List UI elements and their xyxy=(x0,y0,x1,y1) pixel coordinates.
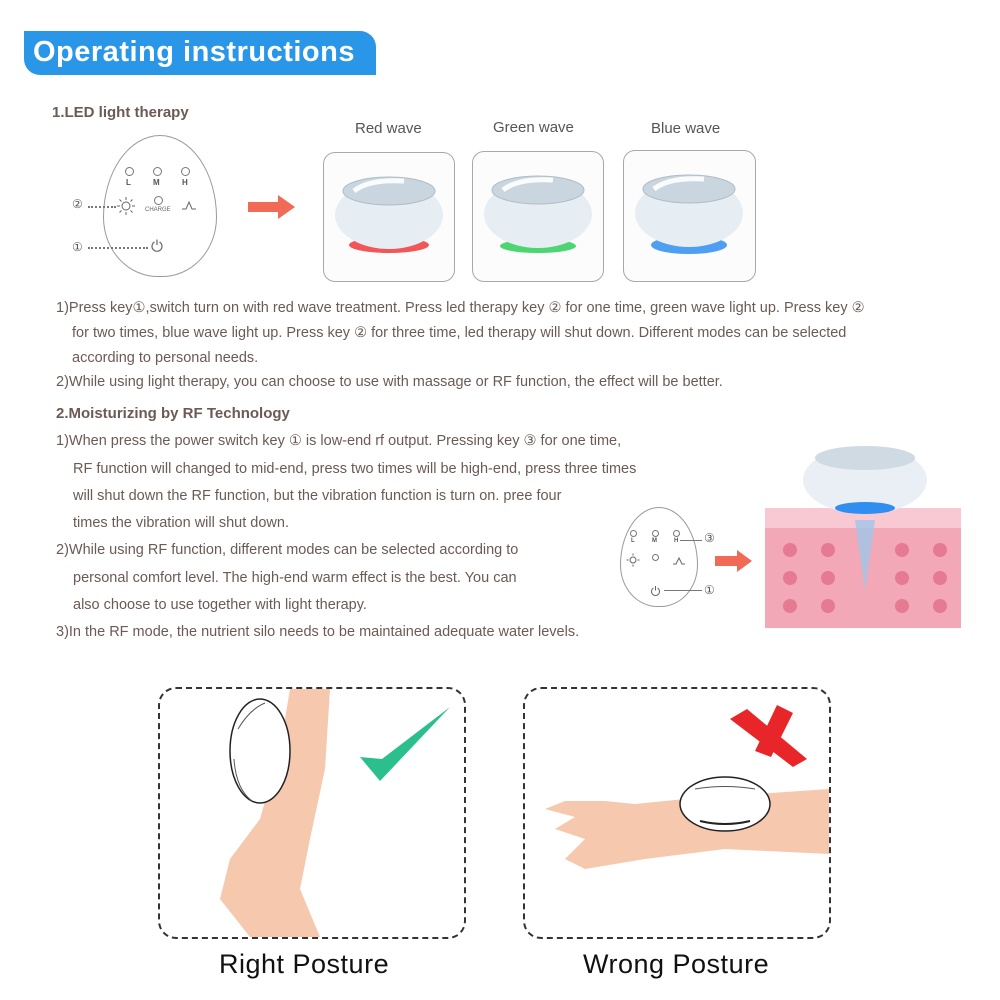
wrong-posture-illustration xyxy=(525,689,829,937)
led-indicator-l xyxy=(125,167,134,176)
arrow-right-icon xyxy=(248,194,296,220)
wave-label-red: Red wave xyxy=(355,120,422,137)
rf-level-label-m: M xyxy=(652,538,657,544)
rf-indicator-l xyxy=(630,530,637,537)
red-wave-frame xyxy=(323,152,455,282)
section2-paragraph-line: also choose to use together with light therapy. xyxy=(73,597,367,613)
rf-charge-indicator xyxy=(652,554,659,561)
key1-marker: ① xyxy=(72,240,83,254)
section1-paragraph-line: 1)Press key①,switch turn on with red wave treatment. Press led therapy key ② for one time, green wave light up. Press key ② xyxy=(56,300,865,316)
rf-level-label-h: H xyxy=(674,538,679,544)
rf-level-label-l: L xyxy=(631,538,635,544)
level-label-h: H xyxy=(182,178,188,187)
key2-marker: ② xyxy=(72,197,83,211)
skin-illustration xyxy=(760,440,966,636)
power-icon xyxy=(150,238,164,252)
section2-paragraph-line: 3)In the RF mode, the nutrient silo needs to be maintained adequate water levels. xyxy=(56,624,580,640)
section2-paragraph-line: 2)While using RF function, different modes can be selected according to xyxy=(56,542,519,558)
blue-wave-frame xyxy=(623,150,756,282)
wrong-posture-panel xyxy=(523,687,831,939)
section2-paragraph-line: personal comfort level. The high-end warm effect is the best. You can xyxy=(73,570,517,586)
rf-arrow-right-icon xyxy=(715,550,753,572)
cross-icon xyxy=(730,705,807,767)
sun-icon xyxy=(116,196,136,216)
leader-line-key1 xyxy=(88,247,148,249)
right-posture-panel xyxy=(158,687,466,939)
wrong-posture-label: Wrong Posture xyxy=(583,949,770,979)
section1-paragraph-line: for two times, blue wave light up. Press key ② for three time, led therapy will shut down. Different modes can be selected xyxy=(72,325,847,341)
leader-line-key2 xyxy=(88,206,116,208)
rf-power-icon xyxy=(650,585,661,596)
right-posture-label: Right Posture xyxy=(219,949,390,979)
rf-sun-icon xyxy=(626,553,640,567)
section2-paragraph-line: RF function will changed to mid-end, press two times will be high-end, press three times xyxy=(73,461,637,477)
rf-wave-icon xyxy=(673,556,685,565)
charge-label: CHARGE xyxy=(145,207,171,213)
wave-label-green: Green wave xyxy=(493,119,574,136)
red-wave-device xyxy=(324,153,454,281)
wave-label-blue: Blue wave xyxy=(651,120,721,137)
right-posture-illustration xyxy=(160,689,464,937)
section2-paragraph-line: will shut down the RF function, but the vibration function is turn on. pree four xyxy=(73,488,562,504)
green-wave-frame xyxy=(472,151,604,282)
section1-title: 1.LED light therapy xyxy=(52,104,189,121)
rf-leader-line-key3 xyxy=(680,540,702,541)
led-indicator-h xyxy=(181,167,190,176)
led-indicator-m xyxy=(153,167,162,176)
section2-title: 2.Moisturizing by RF Technology xyxy=(56,405,290,422)
blue-wave-device xyxy=(624,151,755,281)
wave-icon xyxy=(181,199,197,211)
rf-leader-line-key1 xyxy=(664,590,702,591)
level-label-m: M xyxy=(153,178,160,187)
section2-paragraph-line: 1)When press the power switch key ① is low-end rf output. Pressing key ③ for one time, xyxy=(56,433,622,449)
green-wave-device xyxy=(473,152,603,281)
rf-indicator-m xyxy=(652,530,659,537)
level-label-l: L xyxy=(126,178,131,187)
charge-indicator xyxy=(154,196,163,205)
rf-indicator-h xyxy=(673,530,680,537)
rf-key3-marker: ③ xyxy=(704,531,715,545)
section1-paragraph-line: 2)While using light therapy, you can choose to use with massage or RF function, the effect will be better. xyxy=(56,374,723,390)
page-title: Operating instructions xyxy=(33,36,355,68)
rf-key1-marker: ① xyxy=(704,583,715,597)
section2-paragraph-line: times the vibration will shut down. xyxy=(73,515,289,531)
section1-paragraph-line: according to personal needs. xyxy=(72,350,259,366)
check-icon xyxy=(360,707,450,781)
